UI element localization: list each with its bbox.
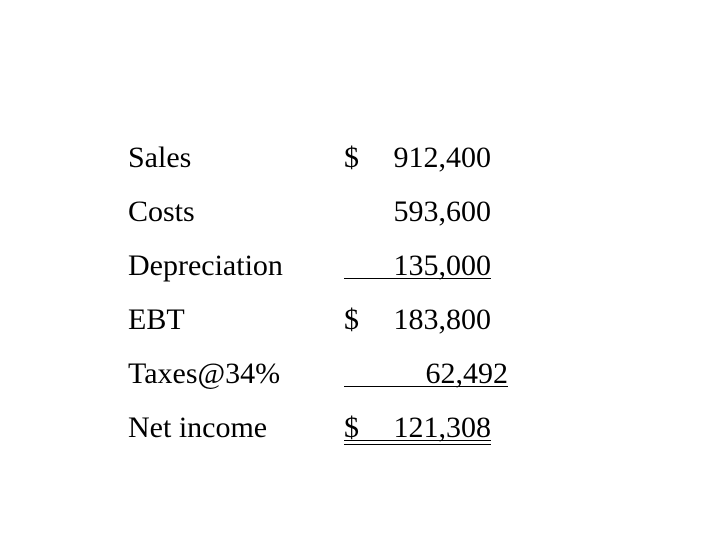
row-amount: 183,800 bbox=[393, 303, 491, 336]
subtotal-underline bbox=[344, 386, 508, 387]
row-label: Costs bbox=[128, 195, 195, 228]
subtotal-underline bbox=[344, 278, 491, 279]
row-label: Sales bbox=[128, 141, 192, 174]
row-amount: 135,000 bbox=[393, 249, 491, 282]
row-amount: 593,600 bbox=[393, 195, 491, 228]
row-amount: 121,308 bbox=[393, 411, 491, 444]
row-amount: 62,492 bbox=[425, 357, 508, 390]
row-ebt bbox=[0, 303, 720, 357]
currency-symbol: $ bbox=[344, 303, 359, 336]
total-double-underline-bottom bbox=[344, 444, 491, 445]
row-depreciation bbox=[0, 249, 720, 303]
row-amount: 912,400 bbox=[393, 141, 491, 174]
row-taxes bbox=[0, 357, 720, 411]
row-sales bbox=[0, 141, 720, 195]
row-label: Taxes@34% bbox=[128, 357, 281, 390]
row-costs bbox=[0, 195, 720, 249]
currency-symbol: $ bbox=[344, 411, 359, 444]
row-label: EBT bbox=[128, 303, 185, 336]
row-label: Net income bbox=[128, 411, 268, 444]
total-double-underline-top bbox=[344, 440, 491, 441]
currency-symbol: $ bbox=[344, 141, 359, 174]
row-net-income bbox=[0, 411, 720, 465]
row-label: Depreciation bbox=[128, 249, 283, 282]
